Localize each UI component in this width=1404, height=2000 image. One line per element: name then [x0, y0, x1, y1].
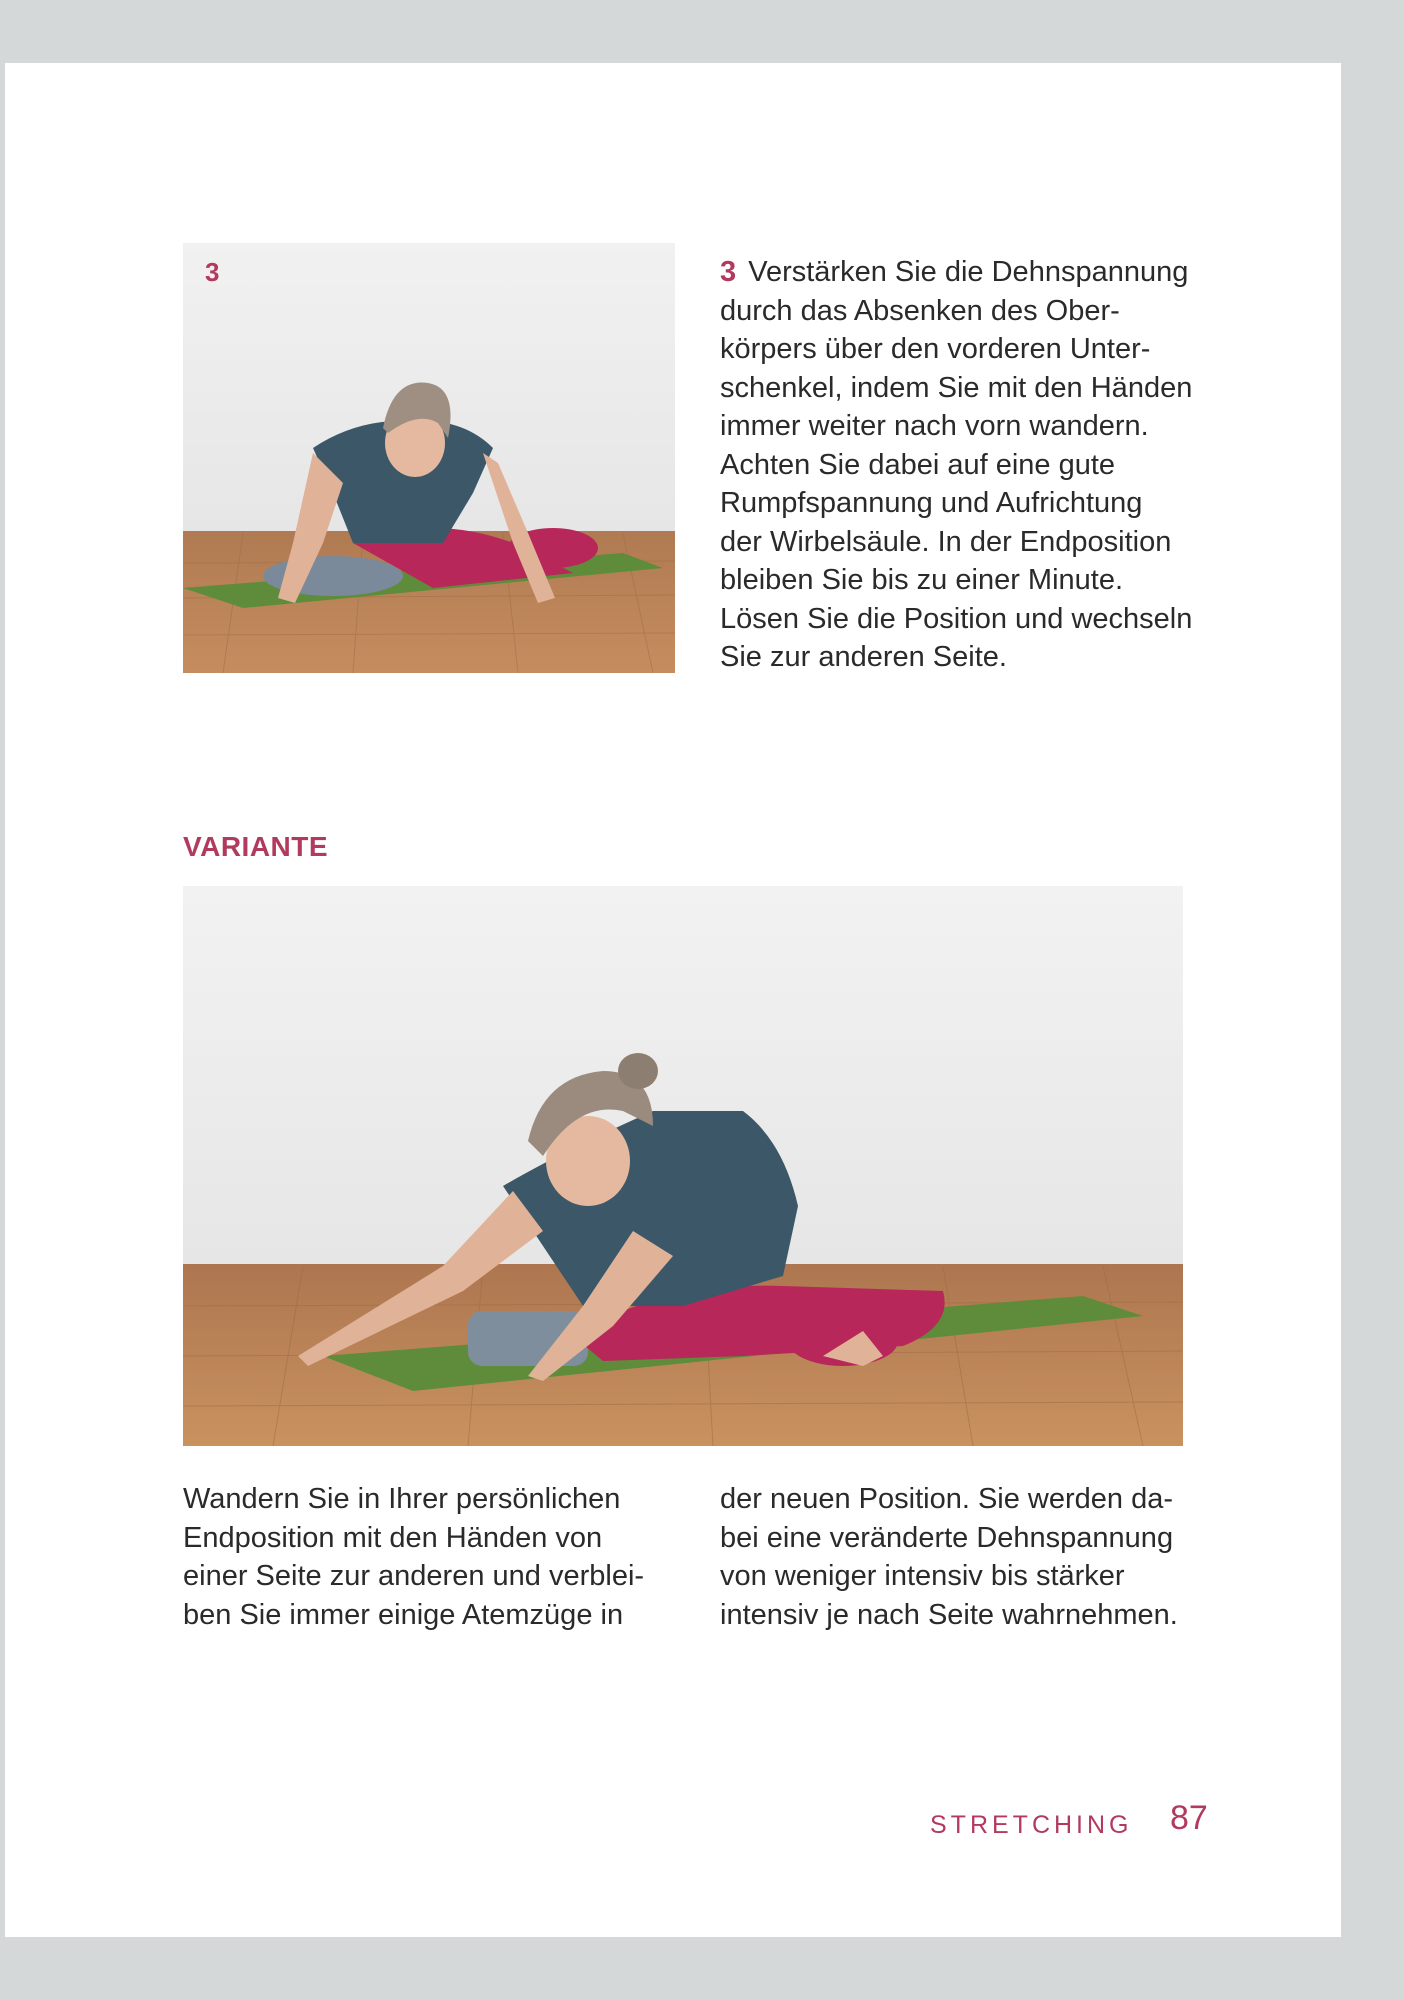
running-footer-section: STRETCHING: [930, 1811, 1133, 1839]
text-line: Rumpfspannung und Aufrichtung: [720, 487, 1143, 519]
text-line: ben Sie immer einige Atemzüge in: [183, 1598, 624, 1631]
photo-step-number: 3: [205, 257, 220, 287]
text-line: einer Seite zur anderen und verblei-: [183, 1560, 645, 1592]
text-line: der neuen Position. Sie werden da-: [720, 1483, 1174, 1515]
text-line: Wandern Sie in Ihrer persönlichen: [183, 1483, 621, 1515]
variante-text-column-1: [183, 1480, 693, 1634]
section-heading-variante: VARIANTE: [183, 831, 329, 862]
variante-text-column-2: [720, 1480, 1240, 1634]
text-line: 3 Verstärken Sie die Dehnspannung: [720, 256, 1189, 288]
step-3-instruction: [720, 253, 1260, 677]
text-line: bei eine veränderte Dehnspannung: [720, 1521, 1174, 1554]
text-line: von weniger intensiv bis stärker: [720, 1560, 1125, 1592]
text-line: durch das Absenken des Ober-: [720, 294, 1120, 327]
text-line: der Wirbelsäule. In der Endposition: [720, 525, 1172, 558]
text-line: schenkel, indem Sie mit den Händen: [720, 371, 1193, 404]
exercise-photo-step-3: [183, 243, 675, 673]
text-line: körpers über den vorderen Unter-: [720, 333, 1151, 365]
text-line: intensiv je nach Seite wahrnehmen.: [720, 1598, 1178, 1631]
text-line: Lösen Sie die Position und wechseln: [720, 602, 1193, 635]
text-line: Endposition mit den Händen von: [183, 1521, 603, 1554]
text-line: immer weiter nach vorn wandern.: [720, 410, 1149, 442]
exercise-photo-variante: [183, 886, 1183, 1446]
step-number: 3: [720, 256, 737, 288]
page-number: 87: [1170, 1799, 1208, 1837]
text-line: Achten Sie dabei auf eine gute: [720, 448, 1116, 481]
text-line: Sie zur anderen Seite.: [720, 641, 1007, 673]
text-line: bleiben Sie bis zu einer Minute.: [720, 564, 1124, 596]
